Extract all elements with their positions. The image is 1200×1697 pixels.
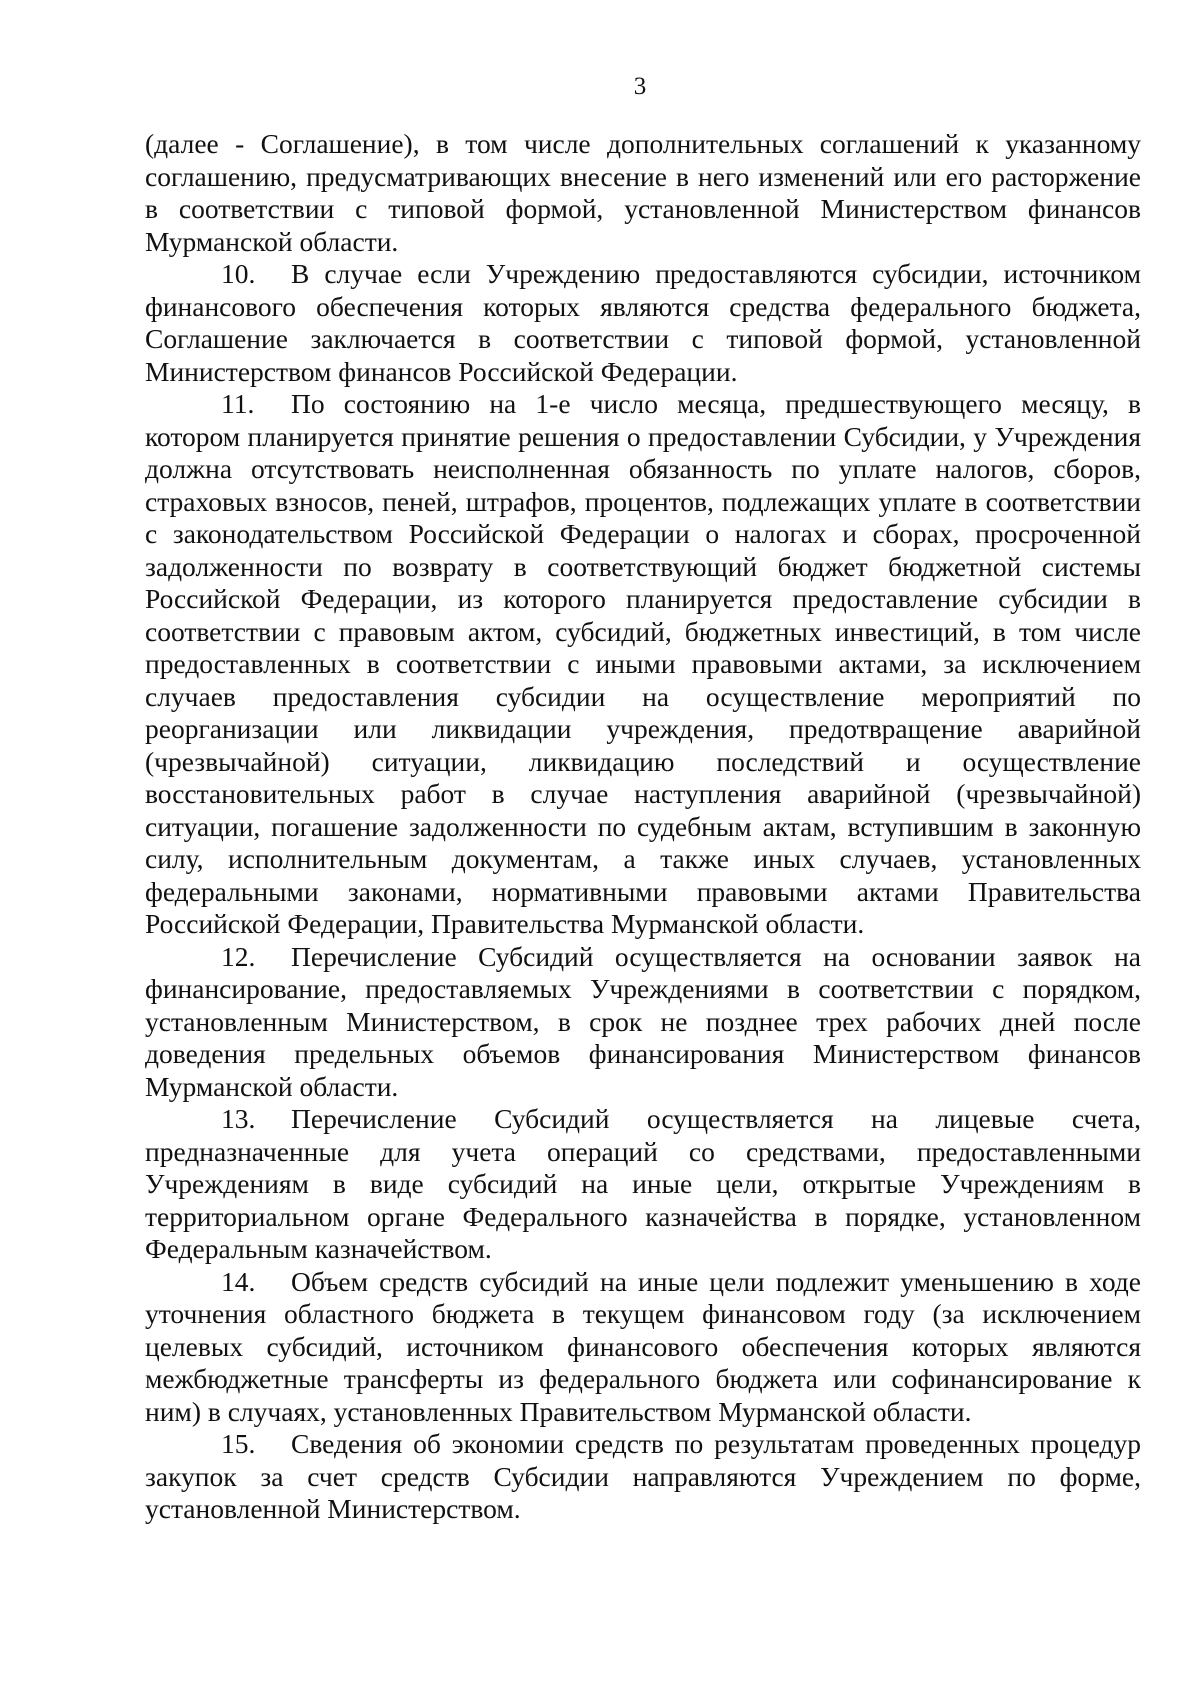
paragraph-number: 15. xyxy=(221,1428,256,1459)
paragraph-number: 12. xyxy=(221,940,256,972)
paragraph-text: По состоянию на 1-е число месяца, предшествующего месяцу, в котором планируется принятие решения о предоставлении Субсидии, у Учреждения должна отсутствовать неисполненная обязанность по уплате налогов, сборов, страховых взносов, пеней, штрафов, процентов, подлежащих уплате в соответствии с законодательством Российской Федерации о налогах и сборах, просроченной задолженности по возврату в соответствующий бюджет бюджетной системы Российской Федерации, из которого планируется предоставление субсидии в соответствии с правовым актом, субсидий, бюджетных инвестиций, в том числе предоставленных в соответствии с иными правовыми актами, за исключением случаев предоставления субсидии на осуществление мероприятий по реорганизации или ликвидации учреждения, предотвращение аварийной (чрезвычайной) ситуации, ликвидацию последствий и осуществление восстановительных работ в случае наступления аварийной (чрезвычайной) ситуации, погашение задолженности по судебным актам, вступившим в законную силу, исполнительным документам, а также иных случаев, установленных федеральными законами, нормативными правовыми актами Правительства Российской Федерации, Правительства Мурманской области. xyxy=(145,388,1141,939)
paragraph-text: Объем средств субсидий на иные цели подлежит уменьшению в ходе уточнения областного бюджета в текущем финансовом году (за исключением целевых субсидий, источником финансового обеспечения которых являются межбюджетные трансферты из федерального бюджета или софинансирование к ним) в случаях, установленных Правительством Мурманской области. xyxy=(145,1265,1141,1427)
document-body xyxy=(145,128,1141,1526)
paragraph-text: Сведения об экономии средств по результатам проведенных процедур закупок за счет средств Субсидии направляются Учреждением по форме, установленной Министерством. xyxy=(145,1428,1141,1524)
paragraph-text: (далее - Соглашение), в том числе дополнительных соглашений к указанному соглашению, предусматривающих внесение в него изменений или его расторжение в соответствии с типовой формой, установленной Министерством финансов Мурманской области. xyxy=(145,128,1141,257)
paragraph-10 xyxy=(145,258,1141,388)
paragraph-continuation xyxy=(145,128,1141,258)
paragraph-13 xyxy=(145,1103,1141,1266)
paragraph-12 xyxy=(145,941,1141,1104)
paragraph-text: Перечисление Субсидий осуществляется на основании заявок на финансирование, предоставляемых Учреждениями в соответствии с порядком, установленным Министерством, в срок не позднее трех рабочих дней после доведения предельных объемов финансирования Министерством финансов Мурманской области. xyxy=(145,940,1141,1102)
paragraph-text: В случае если Учреждению предоставляются субсидии, источником финансового обеспечения которых являются средства федерального бюджета, Соглашение заключается в соответствии с типовой формой, установленной Министерством финансов Российской Федерации. xyxy=(145,258,1141,387)
paragraph-text: Перечисление Субсидий осуществляется на лицевые счета, предназначенные для учета операций со средствами, предоставленными Учреждениям в виде субсидий на иные цели, открытые Учреждениям в территориальном органе Федерального казначейства в порядке, установленном Федеральным казначейством. xyxy=(145,1103,1141,1264)
paragraph-15 xyxy=(145,1428,1141,1526)
paragraph-number: 10. xyxy=(221,258,256,289)
paragraph-number: 14. xyxy=(221,1265,256,1297)
paragraph-number: 13. xyxy=(221,1103,256,1134)
page-number: 3 xyxy=(633,73,647,100)
paragraph-14 xyxy=(145,1266,1141,1429)
paragraph-number: 11. xyxy=(221,388,255,419)
paragraph-11 xyxy=(145,388,1141,941)
